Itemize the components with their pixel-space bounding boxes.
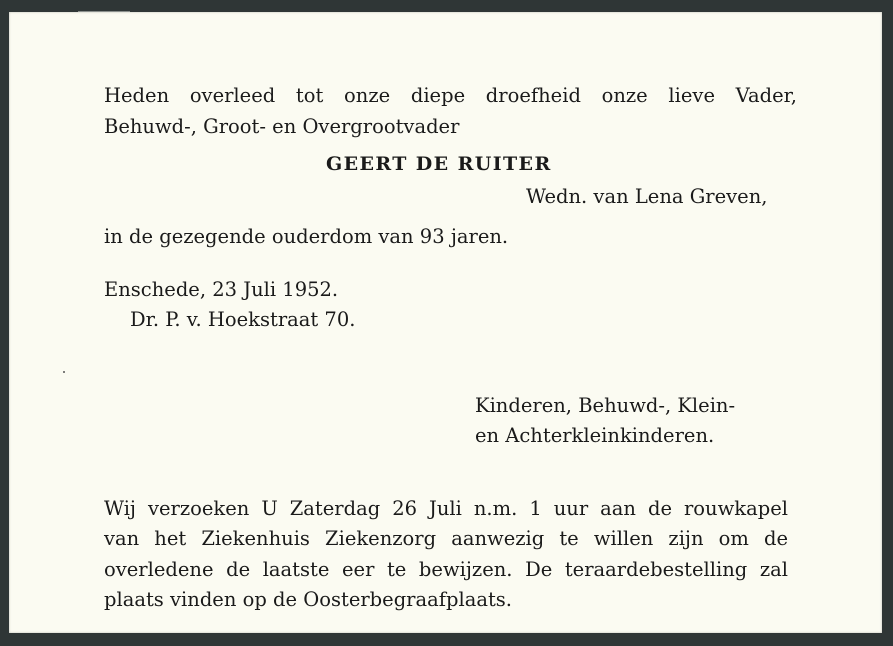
paper-speck: [63, 371, 65, 373]
family-line-2: en Achterkleinkinderen.: [475, 424, 715, 447]
request-line-2: van het Ziekenhuis Ziekenzorg aanwezig te willen zijn om de: [104, 527, 788, 550]
address: Dr. P. v. Hoekstraat 70.: [130, 308, 356, 331]
deceased-name: GEERT DE RUITER: [326, 153, 552, 175]
mourning-card: [9, 12, 882, 633]
request-line-4: plaats vinden op de Oosterbegraafplaats.: [104, 588, 512, 611]
request-line-3: overledene de laatste eer te bewijzen. De teraardebestelling zal: [104, 558, 788, 581]
widower-of: Wedn. van Lena Greven,: [526, 185, 768, 208]
opening-line-2: Behuwd-, Groot- en Overgrootvader: [104, 115, 460, 138]
family-line-1: Kinderen, Behuwd-, Klein-: [475, 394, 736, 417]
age-line: in de gezegende ouderdom van 93 jaren.: [104, 225, 509, 248]
place-date: Enschede, 23 Juli 1952.: [104, 278, 339, 301]
opening-line-1: Heden overleed tot onze diepe droefheid onze lieve Vader,: [104, 84, 797, 107]
request-line-1: Wij verzoeken U Zaterdag 26 Juli n.m. 1 uur aan de rouwkapel: [104, 497, 788, 520]
